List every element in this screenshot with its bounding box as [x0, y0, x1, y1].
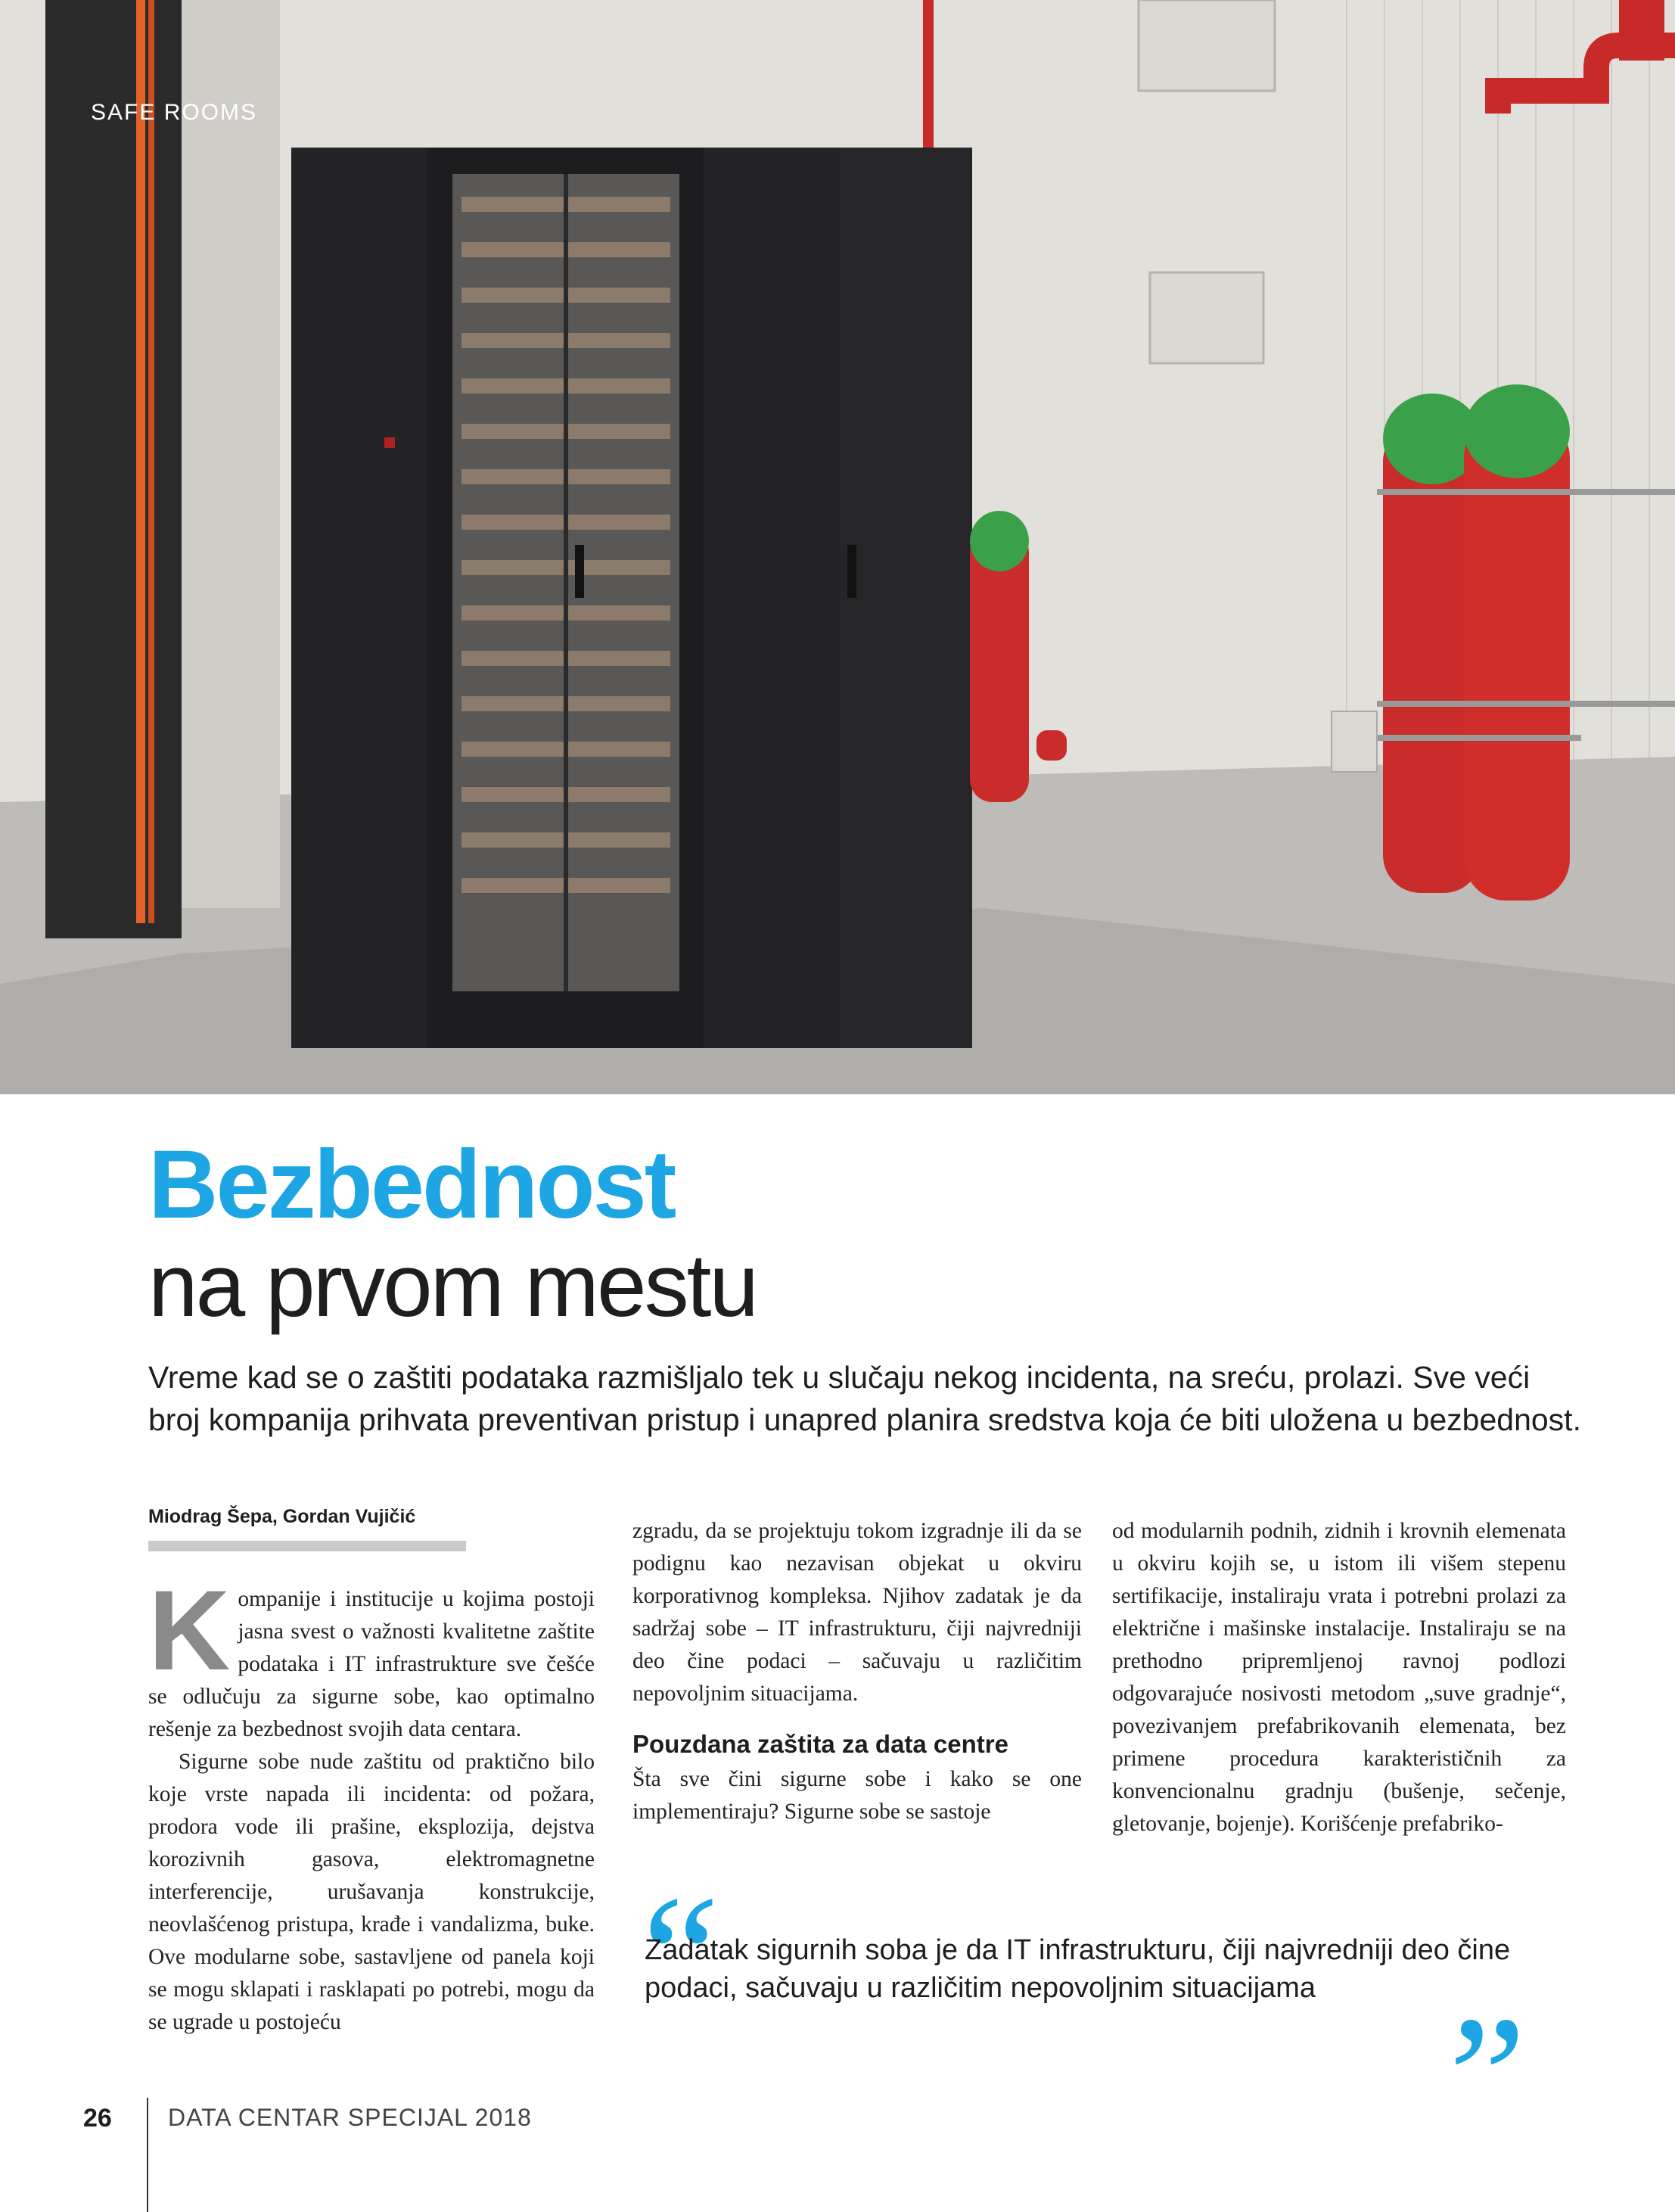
close-quote-mark: ” [1430, 1980, 1527, 2173]
hero-photo [0, 0, 1675, 1094]
article-lead: Vreme kad se o zaštiti podataka razmišljalo tek u slučaju nekog incidenta, na sreću, prolazi. Sve veći broj kompanija prihvata preventivan pristup i unapred planira sredstva koja će biti uložena u bezbednost. [148, 1360, 1581, 1437]
drop-cap: K [148, 1566, 231, 1694]
column-2 [632, 1515, 1082, 1828]
footer-divider [147, 2098, 148, 2212]
paragraph: Sigurne sobe nude zaštitu od praktično bilo koje vrste napada ili incidenta: od požara, prodora vode ili prašine, eksplozija, dejstva korozivnih gasova, elektromagnetne interferencije, urušavanja konstrukcije, neovlašćenog pristupa, krađe i vandalizma, buke. Ove modularne sobe, sastavljene od panela koji se mogu sklapati i rasklapati po potrebi, mogu da se ugrade u postojeću [148, 1750, 595, 2034]
article-title: Bezbednost [148, 1131, 675, 1239]
paragraph [148, 1566, 595, 1746]
paragraph: Šta sve čini sigurne sobe i kako se one implementiraju? Sigurne sobe se sastoje [632, 1767, 1082, 1824]
authors-divider [148, 1541, 466, 1551]
open-quote-mark: “ [625, 1859, 722, 2052]
magazine-name: DATA CENTAR SPECIJAL 2018 [168, 2104, 532, 2131]
article-authors: Miodrag Šepa, Gordan Vujičić [148, 1506, 416, 1527]
paragraph-text: ompanije i institucije u kojima postoji jasna svest o važnosti kvalitetne zaštite podataka i IT infrastrukture sve češće se odlučuju za sigurne sobe, kao optimalno rešenje za bezbednost svojih data centara. [148, 1587, 595, 1741]
column-1 [148, 1566, 595, 2039]
server-room-illustration [0, 0, 1675, 1094]
article-subtitle: na prvom mestu [148, 1236, 757, 1336]
pull-quote: Zadatak sigurnih soba je da IT infrastrukturu, čiji najvredniji deo čine podaci, sačuvaju u različitim nepovoljnim situacijama [645, 1934, 1511, 2004]
page-number: 26 [83, 2104, 112, 2133]
section-label: SAFE ROOMS [91, 100, 258, 125]
paragraph: zgradu, da se projektuju tokom izgradnje ili da se podignu kao nezavisan objekat u okviru korporativnog kompleksa. Njihov zadatak je da sadržaj sobe – IT infrastrukturu, čiji najvredniji deo čine podaci – sačuvaju u različitim nepovoljnim situacijama. [632, 1519, 1082, 1706]
paragraph: od modularnih podnih, zidnih i krovnih elemenata u okviru kojih se, u istom ili višem stepenu sertifikacije, instaliraju vrata i potrebni prolazi za električne i mašinske instalacije. Instaliraju se na prethodno pripremljenoj ravnoj podlozi odgovarajuće nosivosti metodom „suve gradnje“, povezivanjem prefabrikovanih elemenata, bez primene procedura karakterističnih za konvencionalnu gradnju (bušenje, sečenje, gletovanje, bojenje). Korišćenje prefabriko- [1112, 1519, 1566, 1836]
column-3 [1112, 1515, 1566, 1840]
section-subheading: Pouzdana zaštita za data centre [632, 1730, 1008, 1758]
